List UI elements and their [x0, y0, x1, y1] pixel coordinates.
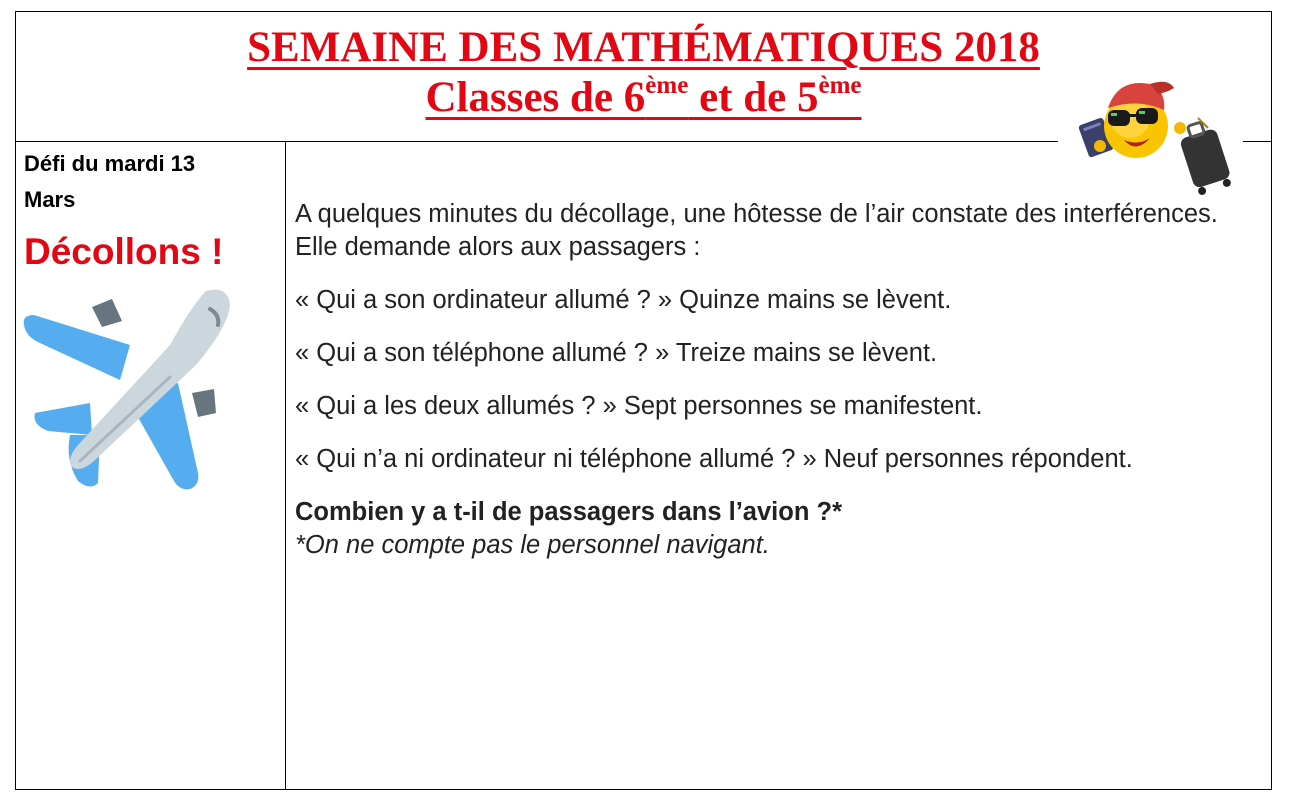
- intro-paragraph: A quelques minutes du décollage, une hôtesse de l’air constate des interférences. Elle demande alors aux passagers :: [295, 200, 1218, 261]
- airplane-icon: [20, 285, 235, 497]
- challenge-text: [295, 198, 1255, 562]
- challenge-title: Décollons !: [24, 231, 224, 272]
- page-subtitle: Classes de 6ème et de 5ème: [425, 72, 862, 121]
- question-line-1: « Qui a son ordinateur allumé ? » Quinze mains se lèvent.: [295, 286, 952, 314]
- challenge-info: [24, 146, 279, 274]
- footnote: *On ne compte pas le personnel navigant.: [295, 531, 770, 559]
- traveler-emoji-icon: [1058, 68, 1243, 196]
- challenge-date: Défi du mardi 13 Mars: [24, 151, 196, 212]
- column-divider: [285, 141, 286, 790]
- question-line-4: « Qui n’a ni ordinateur ni téléphone allumé ? » Neuf personnes répondent.: [295, 445, 1133, 473]
- question-line-2: « Qui a son téléphone allumé ? » Treize mains se lèvent.: [295, 339, 938, 367]
- question-line-3: « Qui a les deux allumés ? » Sept personnes se manifestent.: [295, 392, 983, 420]
- main-question: Combien y a t-il de passagers dans l’avion ?*: [295, 498, 842, 526]
- page-title: SEMAINE DES MATHÉMATIQUES 2018: [247, 24, 1040, 71]
